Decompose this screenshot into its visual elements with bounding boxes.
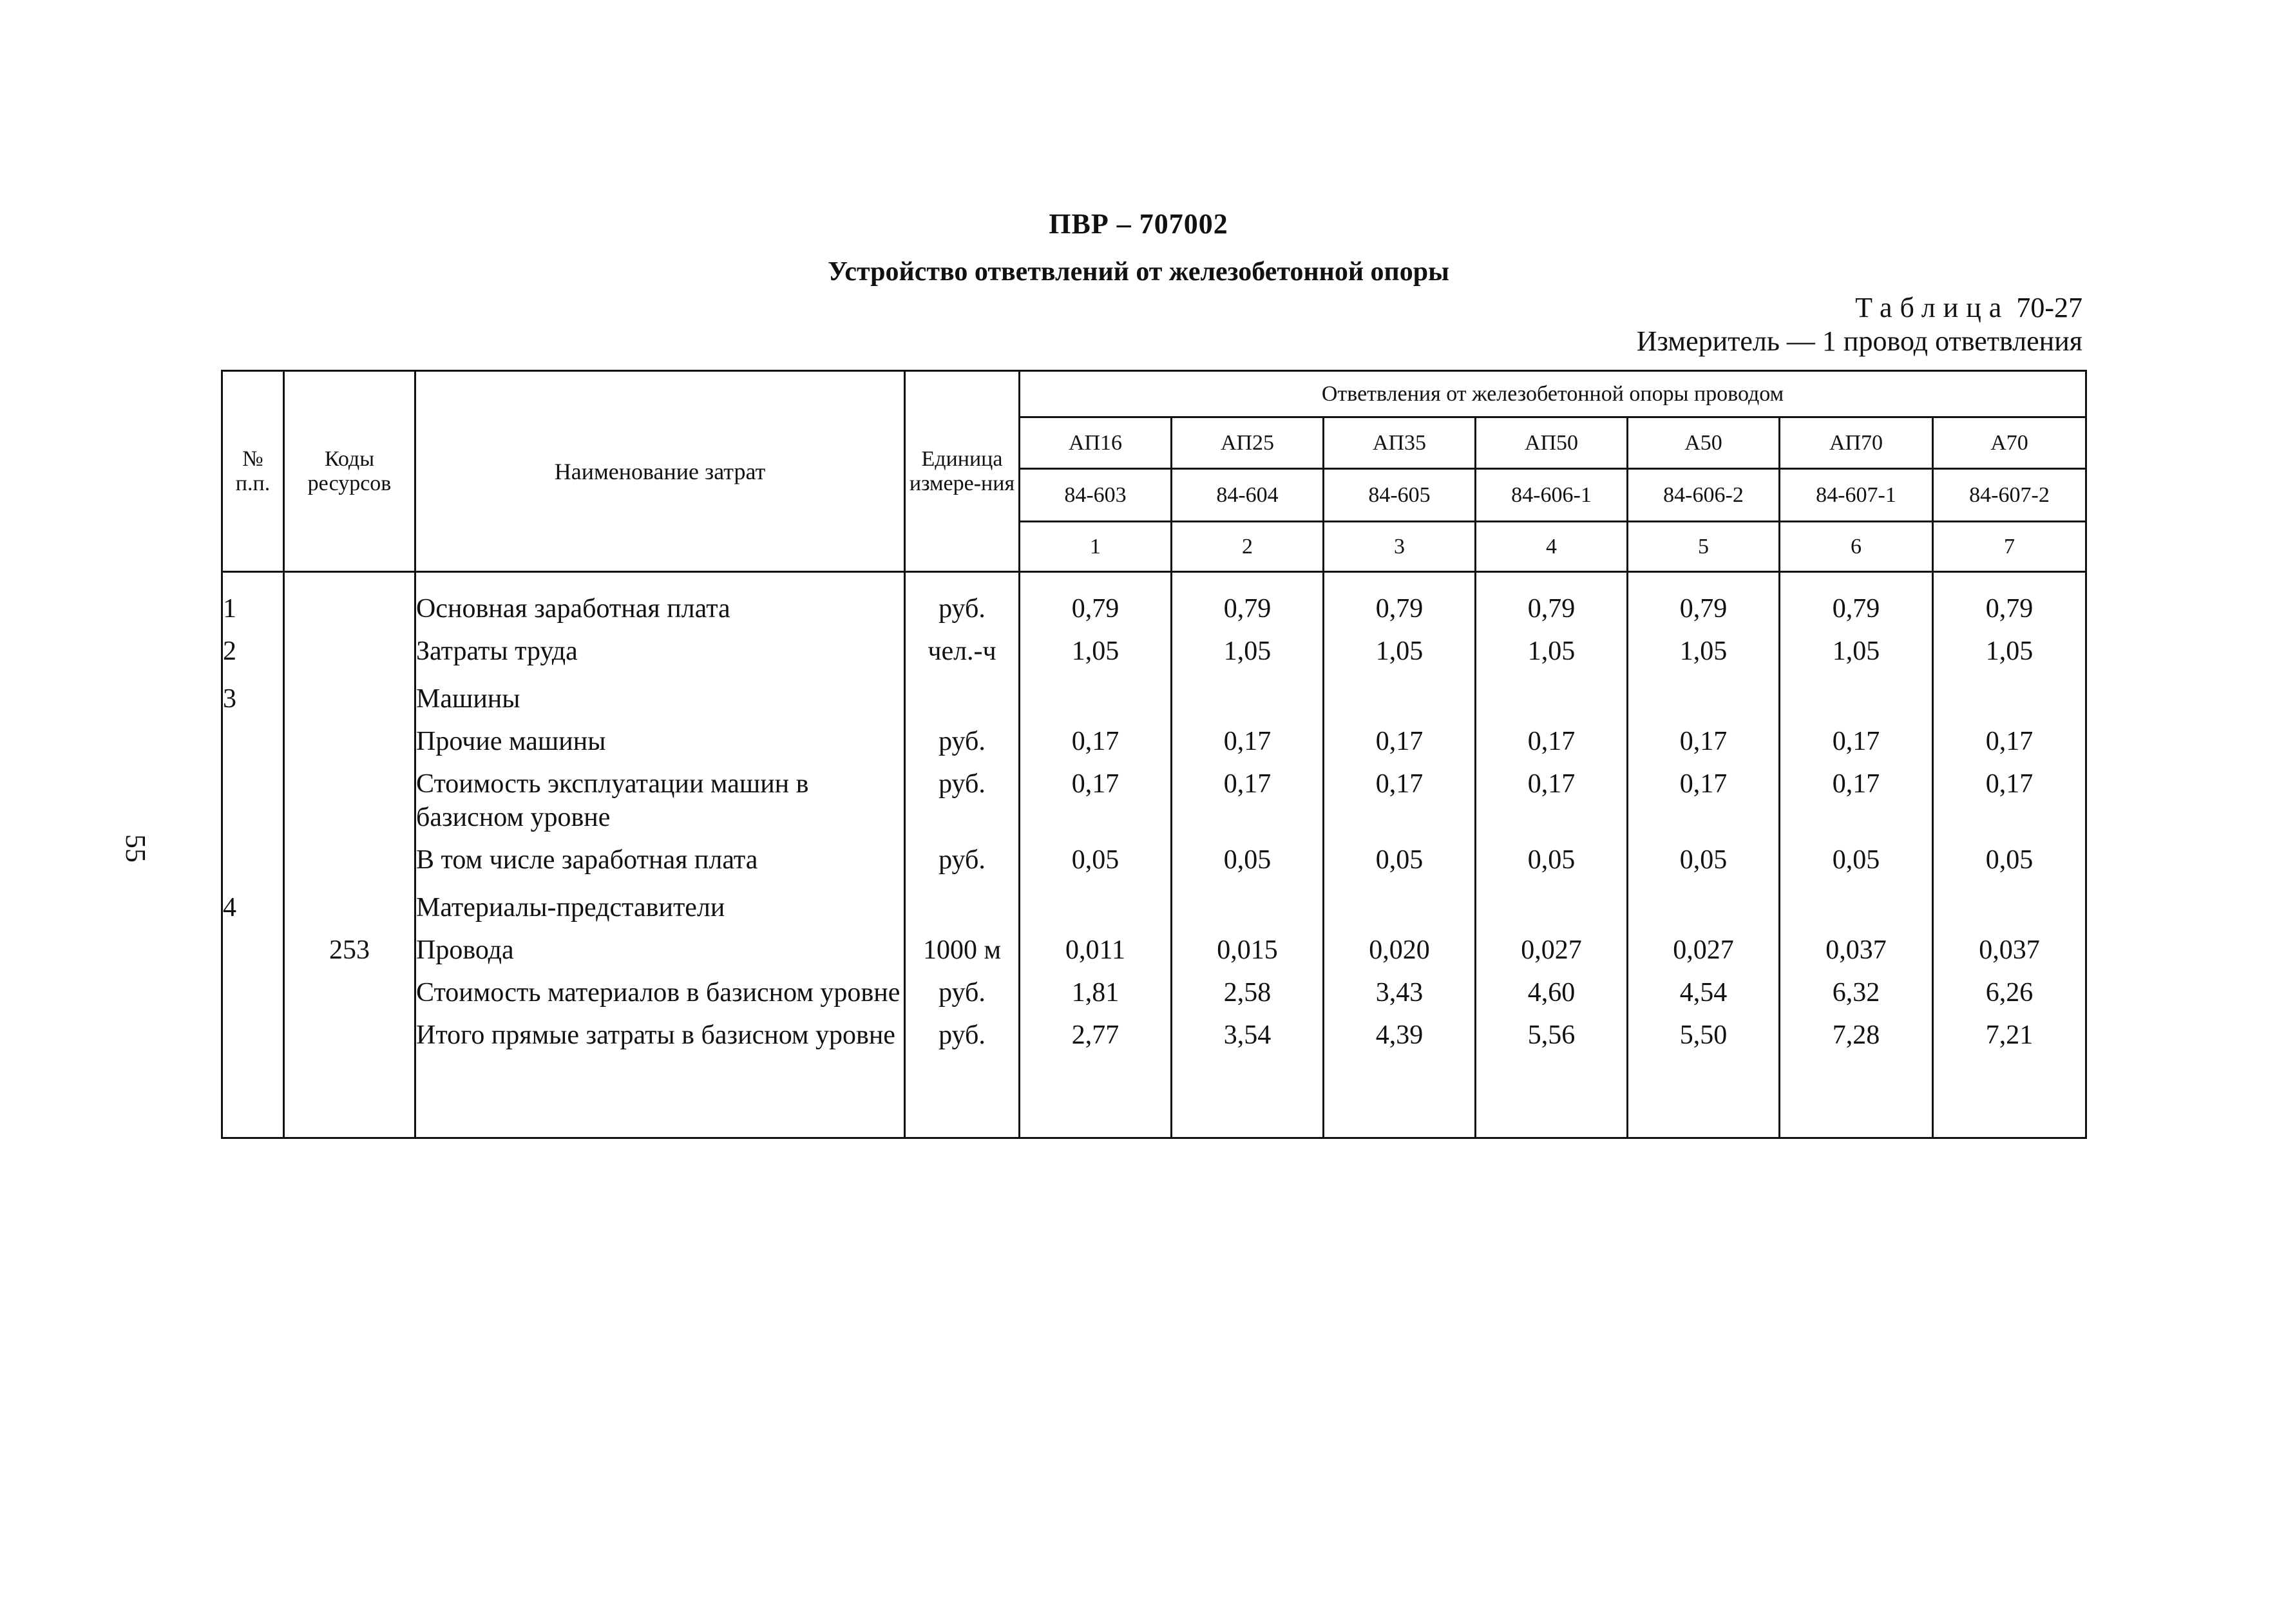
table-row bbox=[222, 924, 2086, 967]
section-heading: Материалы-представители bbox=[415, 877, 905, 924]
value-cell: 4,60 bbox=[1476, 967, 1628, 1009]
value-cell: 0,79 bbox=[1172, 592, 1324, 626]
resource-code bbox=[284, 967, 415, 1009]
unit-cell bbox=[905, 668, 1020, 716]
value-cell bbox=[1172, 877, 1324, 924]
value-cell bbox=[1476, 668, 1628, 716]
value-cell: 6,32 bbox=[1780, 967, 1933, 1009]
mark-cell: АП35 bbox=[1324, 417, 1476, 469]
table-row bbox=[222, 1009, 2086, 1052]
value-cell: 4,54 bbox=[1628, 967, 1780, 1009]
unit-cell: руб. bbox=[905, 758, 1020, 834]
unit-cell bbox=[905, 877, 1020, 924]
value-cell: 0,17 bbox=[1628, 716, 1780, 758]
value-cell: 5,50 bbox=[1628, 1009, 1780, 1052]
unit-cell: руб. bbox=[905, 967, 1020, 1009]
value-cell: 0,037 bbox=[1933, 924, 2086, 967]
mark-cell: АП70 bbox=[1780, 417, 1933, 469]
resource-code bbox=[284, 758, 415, 834]
value-cell: 1,05 bbox=[1172, 626, 1324, 668]
col-header-num: № п.п. bbox=[222, 371, 284, 572]
value-cell: 0,79 bbox=[1780, 592, 1933, 626]
unit-cell: руб. bbox=[905, 592, 1020, 626]
value-cell: 1,05 bbox=[1324, 626, 1476, 668]
col-header-name: Наименование затрат bbox=[415, 371, 905, 572]
value-cell: 0,17 bbox=[1324, 716, 1476, 758]
norms-table bbox=[221, 370, 2087, 1139]
column-number: 2 bbox=[1172, 522, 1324, 572]
value-cell: 0,79 bbox=[1628, 592, 1780, 626]
value-cell bbox=[1172, 668, 1324, 716]
unit-cell: руб. bbox=[905, 716, 1020, 758]
table-row bbox=[222, 877, 2086, 924]
row-number: 2 bbox=[222, 626, 284, 668]
value-cell: 3,54 bbox=[1172, 1009, 1324, 1052]
spacer-row bbox=[222, 572, 2086, 593]
table-row bbox=[222, 967, 2086, 1009]
cost-name: Прочие машины bbox=[415, 716, 905, 758]
value-cell: 7,21 bbox=[1933, 1009, 2086, 1052]
row-number: 4 bbox=[222, 877, 284, 924]
value-cell: 0,17 bbox=[1780, 716, 1933, 758]
cost-name: Итого прямые затраты в базисном уровне bbox=[415, 1009, 905, 1052]
row-number bbox=[222, 716, 284, 758]
value-cell: 0,05 bbox=[1933, 834, 2086, 877]
code-cell: 84-603 bbox=[1020, 469, 1172, 522]
value-cell bbox=[1324, 668, 1476, 716]
code-cell: 84-604 bbox=[1172, 469, 1324, 522]
document-code: ПВР – 707002 bbox=[1049, 208, 1228, 240]
value-cell: 0,79 bbox=[1324, 592, 1476, 626]
table-row bbox=[222, 592, 2086, 626]
value-cell: 0,015 bbox=[1172, 924, 1324, 967]
value-cell bbox=[1020, 668, 1172, 716]
col-header-unit: Единица измере-ния bbox=[905, 371, 1020, 572]
code-cell: 84-607-2 bbox=[1933, 469, 2086, 522]
value-cell bbox=[1324, 877, 1476, 924]
cost-name: Провода bbox=[415, 924, 905, 967]
code-cell: 84-606-1 bbox=[1476, 469, 1628, 522]
value-cell: 0,17 bbox=[1476, 716, 1628, 758]
row-number bbox=[222, 834, 284, 877]
value-cell: 0,17 bbox=[1933, 716, 2086, 758]
value-cell: 1,05 bbox=[1628, 626, 1780, 668]
value-cell: 0,027 bbox=[1476, 924, 1628, 967]
code-cell: 84-606-2 bbox=[1628, 469, 1780, 522]
cost-name: Стоимость материалов в базисном уровне bbox=[415, 967, 905, 1009]
value-cell: 0,17 bbox=[1324, 758, 1476, 834]
value-cell bbox=[1628, 668, 1780, 716]
value-cell: 0,011 bbox=[1020, 924, 1172, 967]
value-cell: 0,17 bbox=[1020, 716, 1172, 758]
group-header: Ответвления от железобетонной опоры проводом bbox=[1020, 371, 2086, 417]
value-cell: 3,43 bbox=[1324, 967, 1476, 1009]
cost-name: Основная заработная плата bbox=[415, 592, 905, 626]
section-heading: Машины bbox=[415, 668, 905, 716]
value-cell: 0,05 bbox=[1020, 834, 1172, 877]
code-cell: 84-607-1 bbox=[1780, 469, 1933, 522]
mark-cell: А70 bbox=[1933, 417, 2086, 469]
code-cell: 84-605 bbox=[1324, 469, 1476, 522]
cost-name: Стоимость эксплуатации машин в базисном уровне bbox=[415, 758, 905, 834]
column-number: 4 bbox=[1476, 522, 1628, 572]
value-cell: 2,77 bbox=[1020, 1009, 1172, 1052]
value-cell: 1,05 bbox=[1476, 626, 1628, 668]
col-header-codes: Коды ресурсов bbox=[284, 371, 415, 572]
value-cell: 0,79 bbox=[1020, 592, 1172, 626]
value-cell: 0,17 bbox=[1933, 758, 2086, 834]
value-cell bbox=[1020, 877, 1172, 924]
value-cell: 0,79 bbox=[1476, 592, 1628, 626]
value-cell: 0,020 bbox=[1324, 924, 1476, 967]
unit-cell: руб. bbox=[905, 1009, 1020, 1052]
value-cell: 0,17 bbox=[1172, 716, 1324, 758]
table-row bbox=[222, 626, 2086, 668]
row-number: 1 bbox=[222, 592, 284, 626]
mark-cell: АП25 bbox=[1172, 417, 1324, 469]
table-word: Таблица bbox=[1855, 292, 2010, 323]
resource-code bbox=[284, 1009, 415, 1052]
value-cell: 7,28 bbox=[1780, 1009, 1933, 1052]
table-caption bbox=[1855, 291, 2082, 324]
value-cell: 1,05 bbox=[1020, 626, 1172, 668]
page-number: 55 bbox=[120, 834, 151, 863]
table-row bbox=[222, 834, 2086, 877]
document-title: Устройство ответвлений от железобетонной опоры bbox=[828, 257, 1449, 287]
value-cell: 0,05 bbox=[1780, 834, 1933, 877]
row-number bbox=[222, 967, 284, 1009]
value-cell: 0,17 bbox=[1780, 758, 1933, 834]
value-cell: 0,79 bbox=[1933, 592, 2086, 626]
mark-cell: АП50 bbox=[1476, 417, 1628, 469]
value-cell bbox=[1933, 877, 2086, 924]
resource-code: 253 bbox=[284, 924, 415, 967]
value-cell: 1,81 bbox=[1020, 967, 1172, 1009]
value-cell: 0,05 bbox=[1324, 834, 1476, 877]
row-number bbox=[222, 1009, 284, 1052]
value-cell: 6,26 bbox=[1933, 967, 2086, 1009]
column-number: 3 bbox=[1324, 522, 1476, 572]
table-row bbox=[222, 668, 2086, 716]
value-cell bbox=[1933, 668, 2086, 716]
table-number: 70-27 bbox=[2016, 292, 2082, 323]
table-row bbox=[222, 716, 2086, 758]
row-number bbox=[222, 758, 284, 834]
value-cell: 2,58 bbox=[1172, 967, 1324, 1009]
column-number: 7 bbox=[1933, 522, 2086, 572]
value-cell: 5,56 bbox=[1476, 1009, 1628, 1052]
empty-row bbox=[222, 1052, 2086, 1138]
column-number: 5 bbox=[1628, 522, 1780, 572]
table-body bbox=[222, 572, 2086, 1138]
value-cell: 0,05 bbox=[1172, 834, 1324, 877]
unit-cell: руб. bbox=[905, 834, 1020, 877]
column-number: 6 bbox=[1780, 522, 1933, 572]
measure-unit: Измеритель — 1 провод ответвления bbox=[1636, 325, 2082, 357]
value-cell: 0,05 bbox=[1476, 834, 1628, 877]
resource-code bbox=[284, 668, 415, 716]
unit-cell: чел.-ч bbox=[905, 626, 1020, 668]
value-cell: 1,05 bbox=[1933, 626, 2086, 668]
cost-name: Затраты труда bbox=[415, 626, 905, 668]
value-cell: 0,17 bbox=[1476, 758, 1628, 834]
resource-code bbox=[284, 626, 415, 668]
unit-cell: 1000 м bbox=[905, 924, 1020, 967]
resource-code bbox=[284, 592, 415, 626]
value-cell bbox=[1780, 877, 1933, 924]
value-cell: 1,05 bbox=[1780, 626, 1933, 668]
column-number: 1 bbox=[1020, 522, 1172, 572]
value-cell: 0,17 bbox=[1020, 758, 1172, 834]
value-cell: 0,027 bbox=[1628, 924, 1780, 967]
value-cell bbox=[1780, 668, 1933, 716]
resource-code bbox=[284, 716, 415, 758]
value-cell: 0,05 bbox=[1628, 834, 1780, 877]
resource-code bbox=[284, 834, 415, 877]
value-cell bbox=[1628, 877, 1780, 924]
row-number: 3 bbox=[222, 668, 284, 716]
value-cell: 4,39 bbox=[1324, 1009, 1476, 1052]
value-cell: 0,17 bbox=[1628, 758, 1780, 834]
table-row bbox=[222, 758, 2086, 834]
resource-code bbox=[284, 877, 415, 924]
value-cell bbox=[1476, 877, 1628, 924]
cost-name: В том числе заработная плата bbox=[415, 834, 905, 877]
mark-cell: А50 bbox=[1628, 417, 1780, 469]
mark-cell: АП16 bbox=[1020, 417, 1172, 469]
row-number bbox=[222, 924, 284, 967]
value-cell: 0,037 bbox=[1780, 924, 1933, 967]
value-cell: 0,17 bbox=[1172, 758, 1324, 834]
